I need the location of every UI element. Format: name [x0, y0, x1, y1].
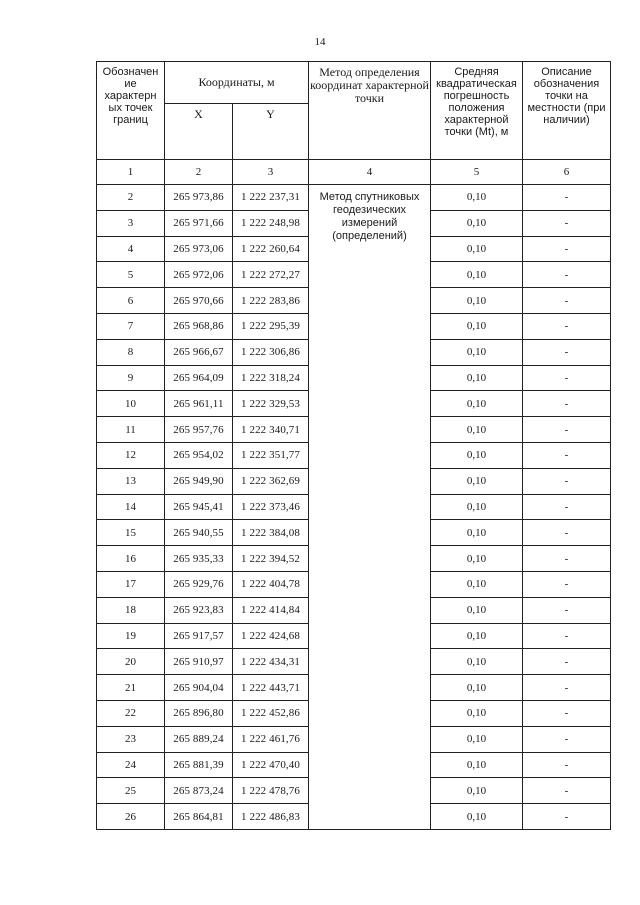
- accuracy-value: 0,10: [431, 185, 523, 211]
- header-point-line: ых точек: [108, 102, 153, 114]
- coordinate-y: 1 222 373,46: [233, 494, 309, 520]
- accuracy-value: 0,10: [431, 262, 523, 288]
- header-point-line: ие: [124, 78, 137, 90]
- coordinate-y: 1 222 340,71: [233, 417, 309, 443]
- header-accuracy: Средняя квадратическая погрешность положения характерной точки (Mt), м: [431, 62, 523, 160]
- column-number: 1: [97, 160, 165, 185]
- coordinate-x: 265 896,80: [165, 700, 233, 726]
- header-y: Y: [233, 104, 309, 160]
- table-body: [97, 185, 611, 830]
- coordinate-y: 1 222 478,76: [233, 778, 309, 804]
- coordinate-y: 1 222 351,77: [233, 442, 309, 468]
- method-cell: Метод спутниковых геодезических измерений (определений): [309, 185, 431, 830]
- accuracy-value: 0,10: [431, 597, 523, 623]
- description-value: -: [523, 365, 611, 391]
- accuracy-value: 0,10: [431, 365, 523, 391]
- coordinate-y: 1 222 470,40: [233, 752, 309, 778]
- description-value: -: [523, 520, 611, 546]
- coordinate-x: 265 949,90: [165, 468, 233, 494]
- accuracy-value: 0,10: [431, 494, 523, 520]
- point-number: 23: [97, 726, 165, 752]
- accuracy-value: 0,10: [431, 391, 523, 417]
- accuracy-value: 0,10: [431, 339, 523, 365]
- point-number: 6: [97, 288, 165, 314]
- description-value: -: [523, 236, 611, 262]
- coordinate-y: 1 222 443,71: [233, 675, 309, 701]
- point-number: 17: [97, 571, 165, 597]
- coordinate-y: 1 222 329,53: [233, 391, 309, 417]
- point-number: 7: [97, 313, 165, 339]
- accuracy-value: 0,10: [431, 442, 523, 468]
- accuracy-value: 0,10: [431, 313, 523, 339]
- coordinate-x: 265 964,09: [165, 365, 233, 391]
- header-point-label: [97, 62, 165, 160]
- coordinate-x: 265 971,66: [165, 210, 233, 236]
- coordinate-x: 265 961,11: [165, 391, 233, 417]
- point-number: 19: [97, 623, 165, 649]
- accuracy-value: 0,10: [431, 546, 523, 572]
- point-number: 13: [97, 468, 165, 494]
- point-number: 14: [97, 494, 165, 520]
- description-value: -: [523, 649, 611, 675]
- coordinate-x: 265 935,33: [165, 546, 233, 572]
- coordinate-y: 1 222 362,69: [233, 468, 309, 494]
- accuracy-value: 0,10: [431, 778, 523, 804]
- coordinate-y: 1 222 486,83: [233, 804, 309, 830]
- coordinate-y: 1 222 394,52: [233, 546, 309, 572]
- accuracy-value: 0,10: [431, 675, 523, 701]
- coordinate-y: 1 222 424,68: [233, 623, 309, 649]
- point-number: 24: [97, 752, 165, 778]
- accuracy-value: 0,10: [431, 417, 523, 443]
- coordinate-y: 1 222 452,86: [233, 700, 309, 726]
- column-number: 3: [233, 160, 309, 185]
- coordinate-y: 1 222 248,98: [233, 210, 309, 236]
- accuracy-value: 0,10: [431, 726, 523, 752]
- coordinate-y: 1 222 295,39: [233, 313, 309, 339]
- coordinate-y: 1 222 414,84: [233, 597, 309, 623]
- point-number: 26: [97, 804, 165, 830]
- point-number: 21: [97, 675, 165, 701]
- description-value: -: [523, 391, 611, 417]
- header-coordinates: Координаты, м: [165, 62, 309, 104]
- point-number: 4: [97, 236, 165, 262]
- accuracy-value: 0,10: [431, 571, 523, 597]
- coordinates-table: [96, 61, 611, 830]
- accuracy-value: 0,10: [431, 649, 523, 675]
- column-number: 2: [165, 160, 233, 185]
- coordinate-y: 1 222 404,78: [233, 571, 309, 597]
- coordinate-x: 265 970,66: [165, 288, 233, 314]
- coordinate-y: 1 222 272,27: [233, 262, 309, 288]
- coordinate-x: 265 929,76: [165, 571, 233, 597]
- column-number: 5: [431, 160, 523, 185]
- description-value: -: [523, 262, 611, 288]
- point-number: 15: [97, 520, 165, 546]
- accuracy-value: 0,10: [431, 804, 523, 830]
- accuracy-value: 0,10: [431, 520, 523, 546]
- accuracy-value: 0,10: [431, 288, 523, 314]
- header-method: Метод определения координат характерной точки: [309, 62, 431, 160]
- description-value: -: [523, 185, 611, 211]
- description-value: -: [523, 675, 611, 701]
- point-number: 2: [97, 185, 165, 211]
- coordinate-y: 1 222 434,31: [233, 649, 309, 675]
- table-row: [97, 185, 611, 211]
- coordinate-y: 1 222 461,76: [233, 726, 309, 752]
- header-point-line: границ: [113, 114, 148, 126]
- coordinate-y: 1 222 384,08: [233, 520, 309, 546]
- coordinate-x: 265 873,24: [165, 778, 233, 804]
- point-number: 25: [97, 778, 165, 804]
- description-value: -: [523, 623, 611, 649]
- coordinate-y: 1 222 260,64: [233, 236, 309, 262]
- description-value: -: [523, 752, 611, 778]
- point-number: 8: [97, 339, 165, 365]
- coordinate-y: 1 222 237,31: [233, 185, 309, 211]
- coordinate-x: 265 973,86: [165, 185, 233, 211]
- coordinate-x: 265 957,76: [165, 417, 233, 443]
- accuracy-value: 0,10: [431, 236, 523, 262]
- accuracy-value: 0,10: [431, 468, 523, 494]
- description-value: -: [523, 571, 611, 597]
- coordinate-x: 265 966,67: [165, 339, 233, 365]
- description-value: -: [523, 778, 611, 804]
- point-number: 22: [97, 700, 165, 726]
- coordinate-x: 265 910,97: [165, 649, 233, 675]
- accuracy-value: 0,10: [431, 210, 523, 236]
- coordinate-y: 1 222 318,24: [233, 365, 309, 391]
- description-value: -: [523, 288, 611, 314]
- description-value: -: [523, 597, 611, 623]
- description-value: -: [523, 468, 611, 494]
- description-value: -: [523, 700, 611, 726]
- coordinate-x: 265 917,57: [165, 623, 233, 649]
- point-number: 20: [97, 649, 165, 675]
- point-number: 5: [97, 262, 165, 288]
- accuracy-value: 0,10: [431, 752, 523, 778]
- accuracy-value: 0,10: [431, 623, 523, 649]
- coordinate-x: 265 973,06: [165, 236, 233, 262]
- description-value: -: [523, 417, 611, 443]
- coordinate-y: 1 222 306,86: [233, 339, 309, 365]
- coordinate-x: 265 923,83: [165, 597, 233, 623]
- page-number: 14: [314, 36, 326, 48]
- header-point-line: характерн: [104, 90, 157, 102]
- point-number: 11: [97, 417, 165, 443]
- description-value: -: [523, 804, 611, 830]
- coordinate-x: 265 904,04: [165, 675, 233, 701]
- coordinate-x: 265 881,39: [165, 752, 233, 778]
- description-value: -: [523, 313, 611, 339]
- description-value: -: [523, 494, 611, 520]
- point-number: 12: [97, 442, 165, 468]
- coordinate-x: 265 864,81: [165, 804, 233, 830]
- coordinate-y: 1 222 283,86: [233, 288, 309, 314]
- description-value: -: [523, 339, 611, 365]
- point-number: 18: [97, 597, 165, 623]
- column-number: 4: [309, 160, 431, 185]
- coordinate-x: 265 945,41: [165, 494, 233, 520]
- description-value: -: [523, 210, 611, 236]
- point-number: 10: [97, 391, 165, 417]
- coordinate-x: 265 954,02: [165, 442, 233, 468]
- header-x: X: [165, 104, 233, 160]
- point-number: 16: [97, 546, 165, 572]
- coordinate-x: 265 940,55: [165, 520, 233, 546]
- header-description: Описание обозначения точки на местности (при наличии): [523, 62, 611, 160]
- coordinate-x: 265 968,86: [165, 313, 233, 339]
- accuracy-value: 0,10: [431, 700, 523, 726]
- description-value: -: [523, 726, 611, 752]
- coordinate-x: 265 889,24: [165, 726, 233, 752]
- coordinate-x: 265 972,06: [165, 262, 233, 288]
- column-number: 6: [523, 160, 611, 185]
- point-number: 3: [97, 210, 165, 236]
- description-value: -: [523, 442, 611, 468]
- description-value: -: [523, 546, 611, 572]
- point-number: 9: [97, 365, 165, 391]
- header-point-line: Обозначен: [102, 66, 159, 78]
